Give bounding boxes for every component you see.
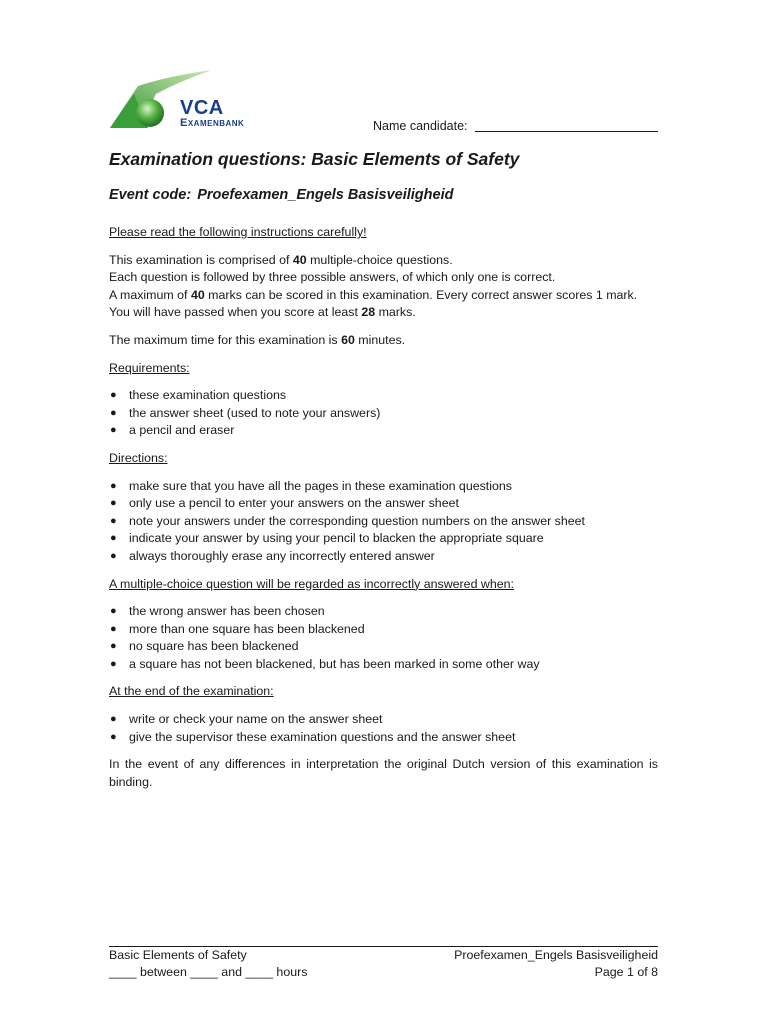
name-candidate-label: Name candidate: [373, 119, 468, 133]
bullet-icon: ● [110, 479, 117, 492]
list-item: ● the wrong answer has been chosen [109, 603, 658, 621]
intro-line-1: This examination is comprised of 40 multiple-choice questions. [109, 252, 453, 267]
requirements-list [109, 387, 658, 440]
list-item: ● more than one square has been blackened [109, 621, 658, 639]
list-item: ● always thoroughly erase any incorrectly entered answer [109, 548, 658, 566]
intro-line-3: A maximum of 40 marks can be scored in this examination. Every correct answer scores 1 mark. [109, 287, 638, 302]
bullet-icon: ● [110, 730, 117, 743]
list-item: ● no square has been blackened [109, 638, 658, 656]
footer-right-code: Proefexamen_Engels Basisveiligheid [454, 948, 658, 962]
bullet-icon: ● [110, 497, 117, 510]
instructions-body [109, 224, 658, 791]
intro-line-4: You will have passed when you score at least 28 marks. [109, 305, 416, 320]
list-item: ● write or check your name on the answer sheet [109, 711, 658, 729]
directions-list [109, 478, 658, 566]
list-item: ● indicate your answer by using your pencil to blacken the appropriate square [109, 530, 658, 548]
bullet-icon: ● [110, 389, 117, 402]
bullet-icon: ● [110, 514, 117, 527]
list-item: ● note your answers under the corresponding question numbers on the answer sheet [109, 513, 658, 531]
list-item: ● make sure that you have all the pages in these examination questions [109, 478, 658, 496]
directions-heading: Directions: [109, 450, 168, 465]
bullet-icon: ● [110, 622, 117, 635]
bullet-icon: ● [110, 657, 117, 670]
bullet-icon: ● [110, 713, 117, 726]
event-code [109, 187, 453, 203]
event-code-label: Event code: [109, 187, 192, 203]
list-item: ● give the supervisor these examination questions and the answer sheet [109, 729, 658, 747]
footer-divider [109, 946, 658, 947]
intro-line-2: Each question is followed by three possible answers, of which only one is correct. [109, 270, 556, 285]
bullet-icon: ● [110, 605, 117, 618]
bullet-icon: ● [110, 532, 117, 545]
end-list [109, 711, 658, 746]
list-item: ● a square has not been blackened, but has been marked in some other way [109, 656, 658, 674]
incorrect-heading: A multiple-choice question will be regarded as incorrectly answered when: [109, 576, 514, 591]
incorrect-list [109, 603, 658, 673]
time-limit: The maximum time for this examination is 60 minutes. [109, 332, 406, 347]
instructions-heading: Please read the following instructions carefully! [109, 225, 367, 239]
footer-page-number: Page 1 of 8 [594, 965, 658, 979]
list-item: ● these examination questions [109, 387, 658, 405]
name-candidate-field[interactable] [475, 131, 658, 132]
requirements-heading: Requirements: [109, 360, 190, 375]
list-item: ● only use a pencil to enter your answers on the answer sheet [109, 495, 658, 513]
bullet-icon: ● [110, 424, 117, 437]
vca-logo [108, 68, 278, 132]
closing-text: In the event of any differences in interpretation the original Dutch version of this examination is binding. [109, 757, 658, 789]
bullet-icon: ● [110, 549, 117, 562]
page-title: Examination questions: Basic Elements of Safety [109, 149, 520, 169]
bullet-icon: ● [110, 640, 117, 653]
bullet-icon: ● [110, 406, 117, 419]
logo-subtitle: Examenbank [180, 117, 245, 129]
footer-left-hours: ____ between ____ and ____ hours [109, 965, 308, 979]
list-item: ● a pencil and eraser [109, 422, 658, 440]
footer-left-title: Basic Elements of Safety [109, 948, 247, 962]
logo-title: VCA [180, 97, 224, 119]
event-code-value: Proefexamen_Engels Basisveiligheid [197, 187, 454, 203]
end-heading: At the end of the examination: [109, 684, 274, 699]
list-item: ● the answer sheet (used to note your answers) [109, 405, 658, 423]
